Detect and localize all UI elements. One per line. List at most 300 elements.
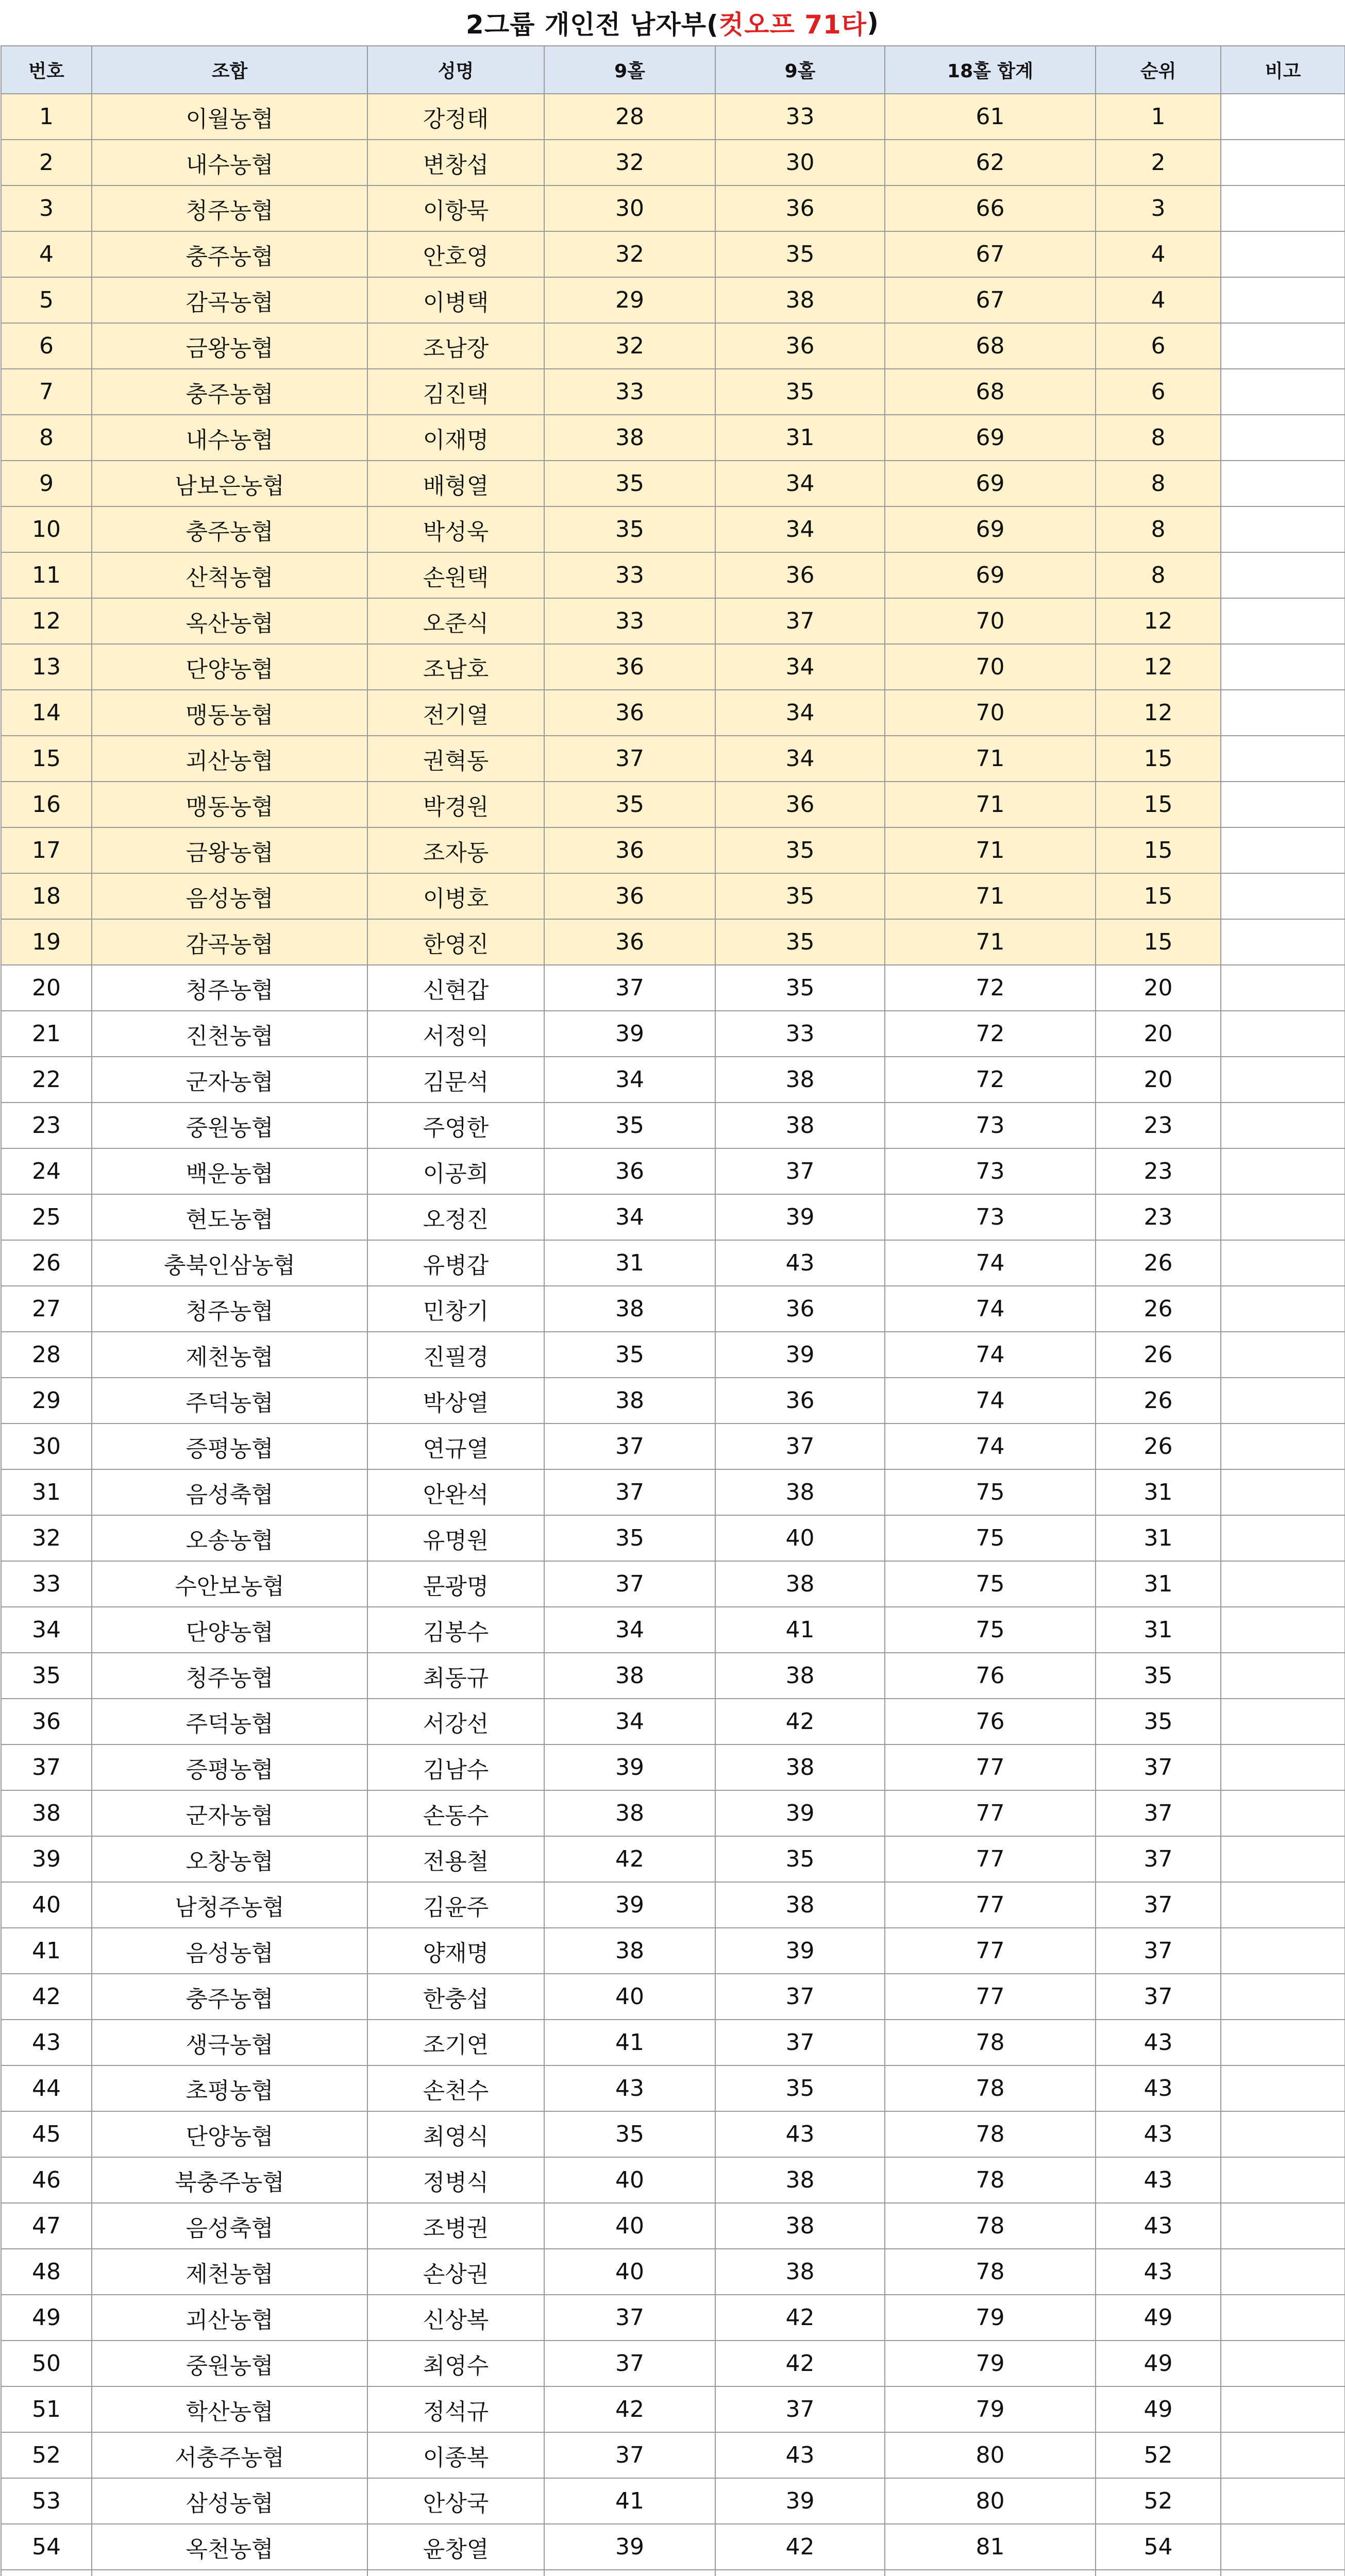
table-row: [1, 415, 1345, 461]
cell-front9: 32: [544, 231, 715, 277]
cell-no: 9: [1, 461, 92, 506]
cell-no: 35: [1, 1653, 92, 1699]
cell-note: [1221, 2524, 1345, 2570]
cell-note: [1221, 919, 1345, 965]
cell-note: [1221, 552, 1345, 598]
table-row: [1, 1790, 1345, 1836]
table-row: [1, 277, 1345, 323]
table-row: [1, 2020, 1345, 2065]
cell-note: [1221, 736, 1345, 782]
cell-total: 74: [885, 1240, 1096, 1286]
cell-total: 75: [885, 1469, 1096, 1515]
cell-rank: 37: [1096, 1744, 1221, 1790]
cell-rank: 2: [1096, 140, 1221, 185]
cell-rank: 23: [1096, 1103, 1221, 1148]
cell-note: [1221, 1790, 1345, 1836]
cell-back9: 34: [715, 736, 885, 782]
cell-rank: 52: [1096, 2478, 1221, 2524]
cell-rank: 8: [1096, 552, 1221, 598]
title-main: 2그룹 개인전 남자부(: [466, 10, 719, 40]
cell-name: 조남호: [367, 644, 544, 690]
table-row: [1, 2249, 1345, 2295]
cell-union: 학산농협: [92, 2386, 367, 2432]
cell-union: 중원농협: [92, 2341, 367, 2386]
cell-name: 조병권: [367, 2203, 544, 2249]
cell-union: 맹동농협: [92, 782, 367, 827]
cell-back9: 38: [715, 2203, 885, 2249]
cell-back9: 38: [715, 1882, 885, 1928]
cell-note: [1221, 277, 1345, 323]
cell-front9: 39: [544, 1882, 715, 1928]
table-row: [1, 1699, 1345, 1744]
cell-name: 이병호: [367, 873, 544, 919]
cell-total: 72: [885, 965, 1096, 1011]
cell-total: 69: [885, 506, 1096, 552]
cell-back9: 42: [715, 2295, 885, 2341]
cell-rank: 12: [1096, 598, 1221, 644]
cell-front9: 28: [544, 94, 715, 140]
cell-back9: 34: [715, 506, 885, 552]
cell-name: 전용철: [367, 1836, 544, 1882]
cell-note: [1221, 2478, 1345, 2524]
cell-union: 남청주농협: [92, 1882, 367, 1928]
table-row: [1, 140, 1345, 185]
cell-front9: 37: [544, 2295, 715, 2341]
cell-front9: 29: [544, 277, 715, 323]
table-row: [1, 965, 1345, 1011]
cell-union: 청주농협: [92, 965, 367, 1011]
cell-union: 군자농협: [92, 1790, 367, 1836]
cell-name: 박상열: [367, 1378, 544, 1423]
cell-union: 단양농협: [92, 644, 367, 690]
cell-no: 23: [1, 1103, 92, 1148]
table-row: [1, 1378, 1345, 1423]
cell-rank: 37: [1096, 1836, 1221, 1882]
cell-total: 74: [885, 1423, 1096, 1469]
cell-total: 72: [885, 1011, 1096, 1057]
cell-rank: 26: [1096, 1332, 1221, 1378]
page-title: [0, 0, 1345, 45]
table-row: [1, 2386, 1345, 2432]
table-row: [1, 2478, 1345, 2524]
cell-rank: 3: [1096, 185, 1221, 231]
cell-no: 47: [1, 2203, 92, 2249]
cell-no: 46: [1, 2157, 92, 2203]
table-row: [1, 2157, 1345, 2203]
cell-back9: 43: [715, 2432, 885, 2478]
table-row: [1, 1103, 1345, 1148]
cell-note: [1221, 94, 1345, 140]
cell-name: 이병택: [367, 277, 544, 323]
table-row: [1, 1423, 1345, 1469]
cell-back9: 42: [715, 2524, 885, 2570]
cell-back9: 37: [715, 2386, 885, 2432]
cell-front9: 37: [544, 2341, 715, 2386]
cell-rank: 1: [1096, 94, 1221, 140]
table-row: [1, 598, 1345, 644]
cell-note: [1221, 1515, 1345, 1561]
cell-union: 괴산농협: [92, 2295, 367, 2341]
cell-total: 80: [885, 2432, 1096, 2478]
cell-total: 71: [885, 873, 1096, 919]
cell-union: 음성농협: [92, 1928, 367, 1974]
cell-name: 권혁동: [367, 736, 544, 782]
table-row: [1, 827, 1345, 873]
cell-rank: 23: [1096, 1194, 1221, 1240]
cell-no: 45: [1, 2111, 92, 2157]
cell-front9: 33: [544, 552, 715, 598]
cell-total: 75: [885, 1515, 1096, 1561]
cell-no: 48: [1, 2249, 92, 2295]
cell-note: [1221, 1011, 1345, 1057]
cell-rank: 15: [1096, 827, 1221, 873]
table-row: [1, 2432, 1345, 2478]
cell-no: 13: [1, 644, 92, 690]
cell-back9: 35: [715, 2065, 885, 2111]
cell-total: 61: [885, 94, 1096, 140]
cell-no: 38: [1, 1790, 92, 1836]
cell-name: 오준식: [367, 598, 544, 644]
cell-back9: 37: [715, 1148, 885, 1194]
table-row: [1, 690, 1345, 736]
cell-rank: [1096, 2570, 1221, 2576]
cell-note: [1221, 140, 1345, 185]
title-close: ): [867, 8, 879, 38]
table-row: [1, 231, 1345, 277]
cell-no: 11: [1, 552, 92, 598]
cell-no: 51: [1, 2386, 92, 2432]
cell-total: 79: [885, 2295, 1096, 2341]
table-row: [1, 919, 1345, 965]
cell-total: 72: [885, 1057, 1096, 1103]
cell-no: 10: [1, 506, 92, 552]
cell-name: 김봉수: [367, 1607, 544, 1653]
cell-no: 49: [1, 2295, 92, 2341]
cell-rank: 20: [1096, 1057, 1221, 1103]
cell-union: 서충주농협: [92, 2432, 367, 2478]
cell-rank: 8: [1096, 506, 1221, 552]
cell-name: 진필경: [367, 1332, 544, 1378]
cell-name: 손상권: [367, 2249, 544, 2295]
cell-front9: 41: [544, 2478, 715, 2524]
cell-front9: 34: [544, 1194, 715, 1240]
cell-name: 정병식: [367, 2157, 544, 2203]
cell-back9: 42: [715, 2341, 885, 2386]
cell-back9: 36: [715, 552, 885, 598]
cell-rank: 54: [1096, 2524, 1221, 2570]
cell-note: [1221, 873, 1345, 919]
cell-back9: 39: [715, 1928, 885, 1974]
cell-no: 42: [1, 1974, 92, 2020]
cell-no: 30: [1, 1423, 92, 1469]
cell-total: 81: [885, 2524, 1096, 2570]
cell-front9: 31: [544, 1240, 715, 1286]
cell-back9: 38: [715, 1561, 885, 1607]
cell-front9: 38: [544, 1790, 715, 1836]
cell-no: 28: [1, 1332, 92, 1378]
cell-name: 양재명: [367, 1928, 544, 1974]
cell-union: 오송농협: [92, 1515, 367, 1561]
cell-name: 박경원: [367, 782, 544, 827]
cell-note: [1221, 1699, 1345, 1744]
table-row: [1, 323, 1345, 369]
cell-rank: 15: [1096, 782, 1221, 827]
cell-back9: 33: [715, 94, 885, 140]
cell-note: [1221, 2295, 1345, 2341]
cell-rank: 4: [1096, 231, 1221, 277]
table-row: [1, 2341, 1345, 2386]
cell-back9: 38: [715, 1744, 885, 1790]
cell-no: 15: [1, 736, 92, 782]
table-row: [1, 1011, 1345, 1057]
cell-front9: 40: [544, 1974, 715, 2020]
cell-front9: 34: [544, 1699, 715, 1744]
cell-no: 43: [1, 2020, 92, 2065]
cell-rank: 26: [1096, 1423, 1221, 1469]
cell-union: 괴산농협: [92, 736, 367, 782]
cell-front9: 37: [544, 736, 715, 782]
cell-total: 77: [885, 1928, 1096, 1974]
cell-back9: 33: [715, 1011, 885, 1057]
cell-total: 71: [885, 736, 1096, 782]
cell-front9: 40: [544, 2249, 715, 2295]
cell-union: 생극농협: [92, 2020, 367, 2065]
cell-note: [1221, 644, 1345, 690]
cell-no: 50: [1, 2341, 92, 2386]
cell-note: [1221, 1882, 1345, 1928]
cell-name: 강정태: [367, 94, 544, 140]
cell-note: [1221, 2157, 1345, 2203]
cell-note: [1221, 965, 1345, 1011]
cell-name: 배형열: [367, 461, 544, 506]
cell-front9: 35: [544, 1332, 715, 1378]
cell-name: 안완석: [367, 1469, 544, 1515]
cell-no: 21: [1, 1011, 92, 1057]
cell-front9: 37: [544, 1561, 715, 1607]
cell-front9: 35: [544, 1515, 715, 1561]
cell-name: 정석규: [367, 2386, 544, 2432]
cell-name: 조기연: [367, 2020, 544, 2065]
table-row: [1, 644, 1345, 690]
table-row: [1, 552, 1345, 598]
header-name: 성명: [367, 46, 544, 94]
cell-total: 78: [885, 2065, 1096, 2111]
cell-union: 오창농협: [92, 1836, 367, 1882]
table-row: [1, 2203, 1345, 2249]
cell-union: 충주농협: [92, 369, 367, 415]
cell-union: 금왕농협: [92, 827, 367, 873]
cell-union: 주덕농협: [92, 1378, 367, 1423]
cell-rank: 37: [1096, 1928, 1221, 1974]
cell-note: [1221, 1148, 1345, 1194]
cell-back9: 43: [715, 2111, 885, 2157]
cell-back9: 38: [715, 1057, 885, 1103]
cell-no: [1, 2570, 92, 2576]
cell-back9: 35: [715, 1836, 885, 1882]
cell-back9: 41: [715, 1607, 885, 1653]
cell-no: 52: [1, 2432, 92, 2478]
cell-back9: 36: [715, 1286, 885, 1332]
cell-rank: 6: [1096, 323, 1221, 369]
table-row: [1, 369, 1345, 415]
cell-total: 70: [885, 644, 1096, 690]
cell-front9: 38: [544, 1378, 715, 1423]
cell-union: 북충주농협: [92, 2157, 367, 2203]
cell-union: 단양농협: [92, 1607, 367, 1653]
cell-union: 음성축협: [92, 1469, 367, 1515]
table-row: [1, 185, 1345, 231]
cell-back9: 39: [715, 1332, 885, 1378]
cell-name: 최영식: [367, 2111, 544, 2157]
cell-total: 77: [885, 1790, 1096, 1836]
cell-back9: 35: [715, 231, 885, 277]
cell-front9: 36: [544, 1148, 715, 1194]
cell-union: 충주농협: [92, 1974, 367, 2020]
cell-no: 39: [1, 1836, 92, 1882]
cell-no: 34: [1, 1607, 92, 1653]
cell-note: [1221, 1469, 1345, 1515]
cell-rank: 49: [1096, 2295, 1221, 2341]
cell-union: 주덕농협: [92, 1699, 367, 1744]
cell-note: [1221, 1103, 1345, 1148]
table-body: [1, 94, 1345, 2576]
cell-front9: 35: [544, 782, 715, 827]
cell-total: 73: [885, 1103, 1096, 1148]
cell-front9: 32: [544, 140, 715, 185]
cell-front9: 43: [544, 2065, 715, 2111]
table-row: [1, 1286, 1345, 1332]
cell-total: 74: [885, 1332, 1096, 1378]
cell-back9: 30: [715, 140, 885, 185]
cell-name: 연규열: [367, 1423, 544, 1469]
cell-no: 27: [1, 1286, 92, 1332]
cell-back9: 38: [715, 2157, 885, 2203]
cell-union: 청주농협: [92, 185, 367, 231]
cell-union: 현도농협: [92, 1194, 367, 1240]
header-back9: 9홀: [715, 46, 885, 94]
cell-back9: 35: [715, 873, 885, 919]
cell-note: [1221, 506, 1345, 552]
cell-front9: 36: [544, 690, 715, 736]
cell-union: 충주농협: [92, 231, 367, 277]
table-row: [1, 2111, 1345, 2157]
cell-back9: 35: [715, 827, 885, 873]
cell-total: 70: [885, 598, 1096, 644]
table-row: [1, 1332, 1345, 1378]
cell-no: 40: [1, 1882, 92, 1928]
cell-total: 66: [885, 185, 1096, 231]
cell-rank: 49: [1096, 2386, 1221, 2432]
cell-no: 18: [1, 873, 92, 919]
cell-total: 73: [885, 1194, 1096, 1240]
cell-rank: 31: [1096, 1469, 1221, 1515]
cell-name: 민창기: [367, 1286, 544, 1332]
cell-total: 80: [885, 2478, 1096, 2524]
cutoff-text: 컷오프 71타: [718, 10, 867, 40]
cell-union: 수안보농협: [92, 1561, 367, 1607]
cell-name: 신현갑: [367, 965, 544, 1011]
cell-front9: 37: [544, 965, 715, 1011]
cell-back9: 38: [715, 1469, 885, 1515]
cell-no: 12: [1, 598, 92, 644]
cell-note: [1221, 827, 1345, 873]
cell-front9: 37: [544, 1469, 715, 1515]
cell-front9: 34: [544, 1057, 715, 1103]
table-row: [1, 1928, 1345, 1974]
table-row: [1, 782, 1345, 827]
cell-front9: 35: [544, 2111, 715, 2157]
cell-rank: 6: [1096, 369, 1221, 415]
cell-front9: 35: [544, 1103, 715, 1148]
cell-name: 최영수: [367, 2341, 544, 2386]
header-note: 비고: [1221, 46, 1345, 94]
cell-rank: 43: [1096, 2020, 1221, 2065]
cell-rank: 12: [1096, 644, 1221, 690]
cell-union: 음성축협: [92, 2203, 367, 2249]
cell-no: 6: [1, 323, 92, 369]
cell-total: 68: [885, 369, 1096, 415]
cell-total: 76: [885, 1699, 1096, 1744]
cell-name: 유명원: [367, 1515, 544, 1561]
cell-union: 진천농협: [92, 1011, 367, 1057]
cell-back9: 35: [715, 965, 885, 1011]
cell-rank: 12: [1096, 690, 1221, 736]
cell-note: [1221, 782, 1345, 827]
cell-name: 안상국: [367, 2478, 544, 2524]
cell-note: [1221, 185, 1345, 231]
cell-front9: 42: [544, 2386, 715, 2432]
cell-union: 중원농협: [92, 1103, 367, 1148]
header-rank: 순위: [1096, 46, 1221, 94]
cell-no: 16: [1, 782, 92, 827]
cell-note: [1221, 2386, 1345, 2432]
cell-front9: 42: [544, 1836, 715, 1882]
header-row: [1, 46, 1345, 94]
cell-union: 남보은농협: [92, 461, 367, 506]
cell-name: 손동수: [367, 1790, 544, 1836]
cell-total: 62: [885, 140, 1096, 185]
cell-rank: 43: [1096, 2111, 1221, 2157]
cell-rank: 35: [1096, 1653, 1221, 1699]
cell-union: 증평농협: [92, 1423, 367, 1469]
table-row: [1, 2570, 1345, 2576]
cell-name: 변창섭: [367, 140, 544, 185]
cell-name: 김남수: [367, 1744, 544, 1790]
cell-rank: 15: [1096, 919, 1221, 965]
cell-no: 3: [1, 185, 92, 231]
cell-note: [1221, 1286, 1345, 1332]
cell-union: 제천농협: [92, 1332, 367, 1378]
cell-name: 서강선: [367, 1699, 544, 1744]
cell-back9: 36: [715, 782, 885, 827]
cell-total: 78: [885, 2249, 1096, 2295]
cell-back9: 36: [715, 185, 885, 231]
cell-back9: 35: [715, 369, 885, 415]
cell-union: 충주농협: [92, 506, 367, 552]
header-no: 번호: [1, 46, 92, 94]
cell-note: [1221, 2341, 1345, 2386]
cell-total: 68: [885, 323, 1096, 369]
table-row: [1, 94, 1345, 140]
cell-name: 조남장: [367, 323, 544, 369]
cell-name: 오정진: [367, 1194, 544, 1240]
cell-note: [1221, 1057, 1345, 1103]
cell-union: 감곡농협: [92, 277, 367, 323]
cell-note: [1221, 1240, 1345, 1286]
cell-rank: 26: [1096, 1240, 1221, 1286]
cell-no: 5: [1, 277, 92, 323]
cell-union: 내수농협: [92, 140, 367, 185]
